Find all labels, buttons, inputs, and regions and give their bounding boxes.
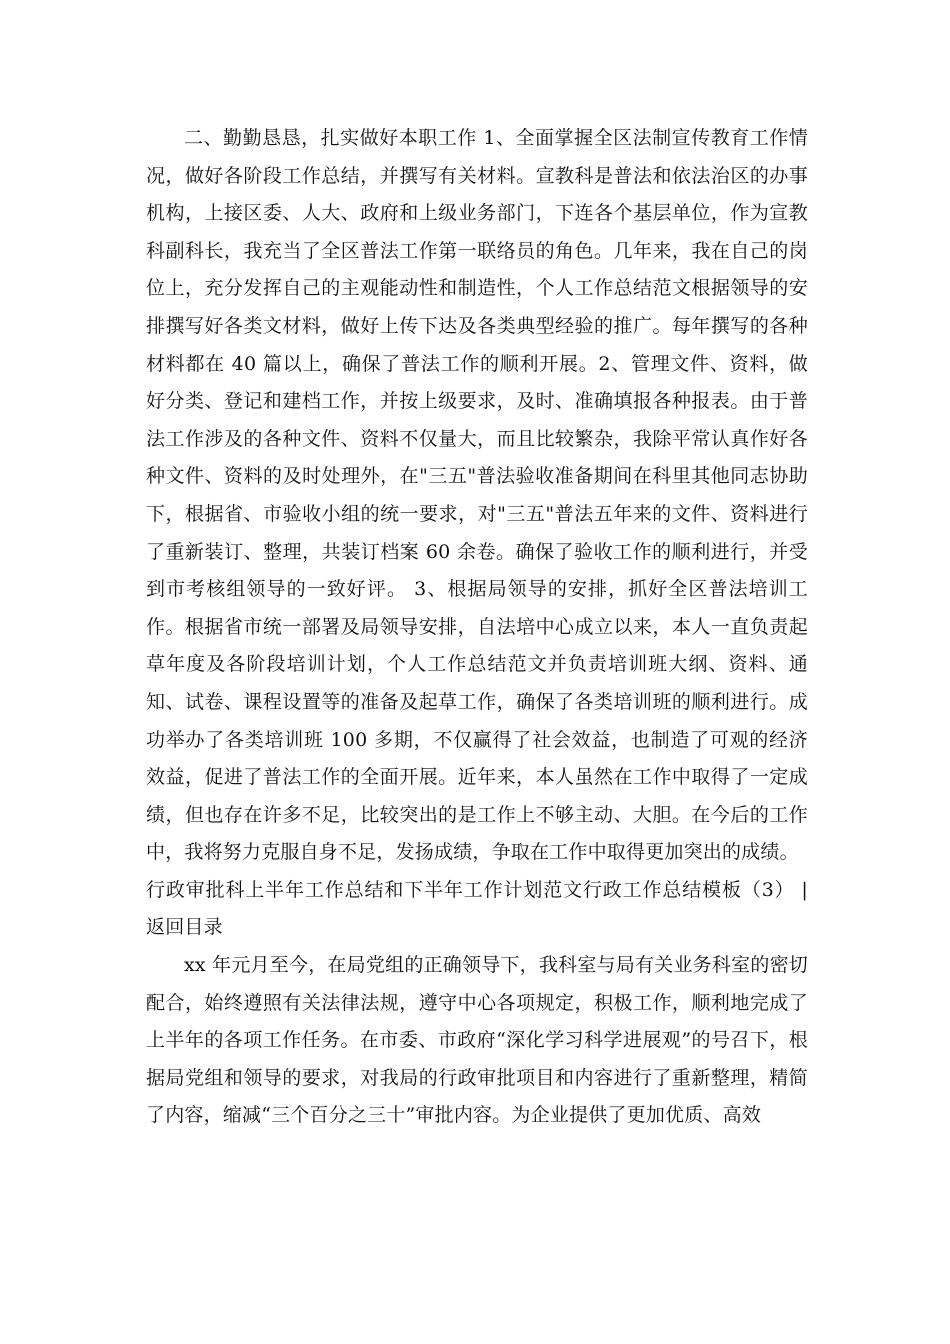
section-heading-return-link[interactable]: 行政审批科上半年工作总结和下半年工作计划范文行政工作总结模板（3） | 返回目录 <box>146 878 808 939</box>
body-paragraph-admin-approval: xx 年元月至今，在局党组的正确领导下，我科室与局有关业务科室的密切配合，始终遵照有关法律法规，遵守中心各项规定，积极工作，顺利地完成了上半年的各项工作任务。在市委、市政府“深化学习科学进展观”的号召下，根据局党组和领导的要求，对我局的行政审批项目和内容进行了重新整理，精简了内容，缩减“三个百分之三十”审批内容。为企业提供了更加优质、高效 <box>146 954 808 1127</box>
body-paragraph-work-summary: 二、勤勤恳恳，扎实做好本职工作 1、全面掌握全区法制宣传教育工作情况，做好各阶段工作总结，并撰写有关材料。宣教科是普法和依法治区的办事机构，上接区委、人大、政府和上级业务部门，下连各个基层单位，作为宣教科副科长，我充当了全区普法工作第一联络员的角色。几年来，我在自己的岗位上，充分发挥自己的主观能动性和制造性，个人工作总结范文根据领导的安排撰写好各类文材料，做好上传下达及各类典型经验的推广。每年撰写的各种材料都在 40 篇以上，确保了普法工作的顺利开展。2、管理文件、资料，做好分类、登记和建档工作，并按上级要求，及时、准确填报各种报表。由于普法工作涉及的各种文件、资料不仅量大，而且比较繁杂，我除平常认真作好各种文件、资料的及时处理外，在"三五"普法验收准备期间在科里其他同志协助下，根据省、市验收小组的统一要求，对"三五"普法五年来的文件、资料进行了重新装订、整理，共装订档案 60 余卷。确保了验收工作的顺利进行，并受到市考核组领导的一致好评。 3、根据局领导的安排，抓好全区普法培训工作。根据省市统一部署及局领导安排，自法培中心成立以来，本人一直负责起草年度及各阶段培训计划，个人工作总结范文并负责培训班大纲、资料、通知、试卷、课程设置等的准备及起草工作，确保了各类培训班的顺利进行。成功举办了各类培训班 100 多期，不仅赢得了社会效益，也制造了可观的经济效益，促进了普法工作的全面开展。近年来，本人虽然在工作中取得了一定成绩，但也存在许多不足，比较突出的是工作上不够主动、大胆。在今后的工作中，我将努力克服自身不足，发扬成绩，争取在工作中取得更加突出的成绩。 <box>146 127 808 864</box>
document-body <box>146 120 808 1135</box>
